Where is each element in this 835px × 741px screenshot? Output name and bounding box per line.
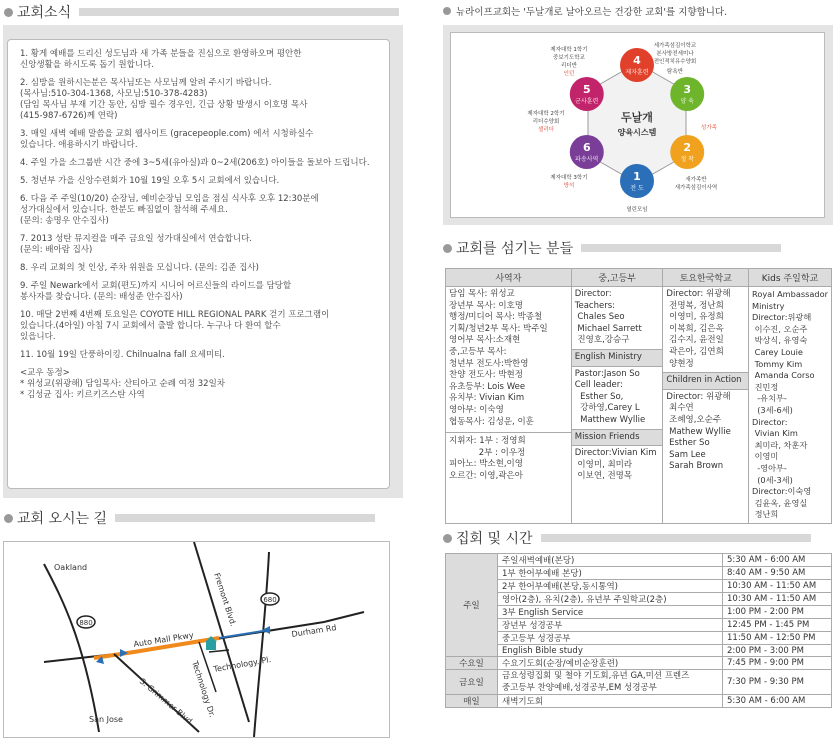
staff-col-ministers <box>446 287 572 524</box>
news-line: 신앙생활을 하시도록 돕기 원합니다. <box>20 60 154 70</box>
schedule-time: 5:30 AM - 6:00 AM <box>723 695 832 708</box>
step-number: 5 <box>582 83 591 96</box>
staff-entry: 기획/청년2부 목사: 박주일 <box>449 323 548 334</box>
bullet-icon <box>443 7 451 15</box>
schedule-time: 11:50 AM - 12:50 PM <box>723 632 832 645</box>
news-sub-list <box>20 379 377 401</box>
news-line: 있습니다.(4아일) 아침 7시 교회에서 출발 합니다. 누구나 다 환여 할수 <box>20 321 281 331</box>
schedule-event: 영아(2층), 유치(2층), 유년부 주일학교(2층) <box>498 593 723 606</box>
schedule-row <box>446 619 832 632</box>
schedule-row <box>446 606 832 619</box>
section-title: Children in Action <box>663 372 748 390</box>
news-sub-item: * 위성교(위광해) 담임목사: 산티아고 순례 여정 32일차 <box>20 379 225 389</box>
staff-list <box>575 289 660 347</box>
system-note: 성가족 <box>701 125 717 131</box>
staff-entry: Director: 위광해 <box>666 289 731 299</box>
news-sub-title: <교우 동정> <box>20 368 70 378</box>
section-title: English Ministry <box>572 349 663 367</box>
road-technology-pl <box>209 650 229 652</box>
news-item <box>20 158 377 169</box>
news-item <box>20 194 377 227</box>
bullet-icon <box>4 514 13 523</box>
directions-title: 교회 오시는 길 <box>17 511 108 527</box>
staff-entry: 이복희, 김은옥 <box>666 323 724 334</box>
news-line: 10. 매달 2번째 4번째 토요일은 COYOTE HILL REGIONAL PARK 걷기 프로그램이 <box>20 310 330 320</box>
route-blue <box>219 630 269 638</box>
heading-divider <box>115 514 375 522</box>
staff-list <box>666 392 745 473</box>
staff-entry: Royal Ambassador <box>752 289 828 299</box>
staff-entry: 이수진, 오순주 <box>752 323 808 334</box>
staff-entry: 조혜영,오순주 <box>666 414 722 425</box>
news-line: 4. 주일 가을 소그룹반 시간 중에 3~5세(유아실)과 0~2세(206호) 아이들을 돌보아 드립니다. <box>20 158 370 168</box>
news-line: 3. 매일 새벽 예배 말씀을 교회 웹사이트 (gracepeople.com) 에서 시청하실수 <box>20 129 314 139</box>
news-line: 2. 심방을 원하시는분은 목사님또는 사모님께 알려 주시기 바랍니다. <box>20 78 272 88</box>
staff-entry: Cell leader: <box>574 380 623 391</box>
slogan <box>443 4 727 18</box>
system-note: 새가족반 <box>685 177 707 183</box>
staff-entry: 유초등부: Lois Wee <box>449 381 526 392</box>
system-center-sub: 양육시스템 <box>617 128 657 137</box>
staff-col-youth <box>571 287 663 524</box>
news-sub-item: * 김성균 집사: 키르키즈스탄 사역 <box>20 390 145 400</box>
staff-entry: Director:위광해 <box>752 312 812 323</box>
schedule-time: 10:30 AM - 11:50 AM <box>723 580 832 593</box>
news-item <box>20 49 377 71</box>
label-fremont: Fremont Blvd. <box>212 571 238 628</box>
staff-entry: Teachers: <box>574 300 615 311</box>
schedule-table <box>445 553 832 708</box>
schedule-event: 장년부 성경공부 <box>498 619 723 632</box>
system-note: 탐욕반 <box>667 69 683 75</box>
staff-header: 사역자 <box>446 269 572 287</box>
staff-list <box>575 369 660 427</box>
schedule-row <box>446 645 832 657</box>
staff-entry: Director: <box>574 289 612 299</box>
schedule-event: 수요기도회(순장/예비순장훈련) <box>498 657 723 670</box>
news-item <box>20 129 377 151</box>
schedule-event: 1부 한어부예배 본당) <box>498 567 723 580</box>
staff-list <box>666 289 745 370</box>
label-technology-pl: Technology. Pl. <box>212 654 272 674</box>
staff-entry: Tommy Kim <box>752 358 803 369</box>
system-note: 제자대학 2학기 <box>527 111 565 117</box>
schedule-row <box>446 580 832 593</box>
news-line: 9. 주일 Newark에서 교회(편도)까지 시니어 어르신들의 라이드를 담당할 <box>20 281 292 291</box>
system-note: 열린모임 <box>626 207 648 213</box>
schedule-time: 8:40 AM - 9:50 AM <box>723 567 832 580</box>
news-item <box>20 281 377 303</box>
staff-entry: 박상식, 유영숙 <box>752 335 808 346</box>
hwy-680-label: 680 <box>263 596 277 604</box>
staff-entry: Mathew Wyllie <box>666 426 731 437</box>
schedule-event: 주일새벽예배(본당) <box>498 554 723 567</box>
staff-entry: Michael Sarrett <box>574 323 642 334</box>
system-note: 새가족섬김이사역 <box>674 185 718 191</box>
schedule-day: 금요일 <box>446 670 498 695</box>
step-label: 전 도 <box>630 185 644 192</box>
system-note: 방석 <box>563 183 575 189</box>
staff-entry: 이보연, 전명목 <box>574 471 633 482</box>
schedule-heading <box>443 528 811 548</box>
staff-entry: 영아부: 이숙영 <box>449 404 504 415</box>
staff-list <box>752 289 828 521</box>
staff-entry: 지휘자: 1부 : 정영희 <box>449 436 526 447</box>
news-list <box>20 49 377 361</box>
system-note: 제자대학 1학기 <box>550 47 588 53</box>
news-item <box>20 350 377 361</box>
news-item <box>20 176 377 187</box>
schedule-time: 7:30 PM - 9:30 PM <box>723 670 832 695</box>
label-technology-dr: Technology Dr. <box>190 659 217 719</box>
staff-entry: 최미라, 차훈자 <box>752 439 808 450</box>
news-line: 11. 10월 19일 단풍하이킹. Chilnualna fall 요세미티. <box>20 350 225 360</box>
news-line: 8. 우리 교회의 첫 인상, 주차 위원을 모십니다. (문의: 김준 집사) <box>20 263 259 273</box>
heading-divider <box>79 8 399 16</box>
church-icon <box>206 642 216 650</box>
bullet-icon <box>4 8 13 17</box>
step-number: 6 <box>582 141 591 154</box>
schedule-time: 1:00 PM - 2:00 PM <box>723 606 832 619</box>
staff-title: 교회를 섬기는 분들 <box>456 241 574 257</box>
news-heading <box>4 2 399 22</box>
news-title: 교회소식 <box>17 5 72 21</box>
step-label: 제자훈련 <box>625 69 649 76</box>
news-item <box>20 78 377 122</box>
staff-entry: Esther So <box>666 438 710 449</box>
staff-table <box>445 268 832 524</box>
staff-entry: -유치부- <box>752 393 787 404</box>
news-item <box>20 263 377 274</box>
system-note: 중보기도학교 <box>553 55 585 61</box>
staff-entry: 이영미, 유정희 <box>666 312 724 323</box>
schedule-event-line: 금요성령집회 및 철야 기도회,유년 GA,미션 프렌즈 <box>502 671 690 682</box>
staff-entry: Pastor:Jason So <box>574 368 640 379</box>
schedule-time: 5:30 AM - 6:00 AM <box>723 554 832 567</box>
step-label: 군사훈련 <box>575 98 599 105</box>
news-line: 1. 황게 예배를 드리신 성도님과 새 가족 분들을 진심으로 환영하오며 평안한 <box>20 49 302 59</box>
staff-entry: 진영호,강승구 <box>574 335 630 346</box>
schedule-row <box>446 670 832 695</box>
bullet-icon <box>443 244 452 253</box>
schedule-time: 10:30 AM - 11:50 AM <box>723 593 832 606</box>
staff-entry: 이영미 <box>752 451 779 462</box>
step-label: 양 육 <box>680 98 694 105</box>
news-line: 있읍니다. <box>20 332 56 342</box>
schedule-event: English Bible study <box>498 645 723 657</box>
staff-entry: Director: 위광해 <box>666 391 731 402</box>
label-durham: Durham Rd <box>290 622 338 639</box>
system-note: 세가족섬김이학교 <box>653 43 697 49</box>
staff-header: 중,고등부 <box>571 269 663 287</box>
staff-entry: Director:Vivian Kim <box>574 448 657 459</box>
staff-entry: 유치부: Vivian Kim <box>449 393 525 404</box>
hwy-880-label: 880 <box>79 619 93 627</box>
directions-heading <box>4 508 375 528</box>
staff-entry: Chales Seo <box>574 312 625 323</box>
heading-divider <box>581 244 781 252</box>
staff-entry: 피아노: 박소현,이영 <box>449 459 523 470</box>
system-note: 셀리더 <box>538 127 554 133</box>
step-number: 4 <box>633 54 641 67</box>
schedule-title: 집회 및 시간 <box>456 531 533 547</box>
staff-entry: 장년부 목사: 이호명 <box>449 300 523 311</box>
schedule-row <box>446 657 832 670</box>
directions-map <box>3 541 390 738</box>
staff-entry: Esther So, <box>574 391 624 402</box>
system-note: 인턴 <box>563 71 575 77</box>
staff-header: Kids 주일학교 <box>749 269 832 287</box>
system-note: 전인적치유수양회 <box>653 59 697 65</box>
staff-heading <box>443 238 781 258</box>
system-center-title: 두날개 <box>621 111 653 124</box>
schedule-event: 새벽기도회 <box>498 695 723 708</box>
arrow-icon <box>120 649 128 657</box>
staff-entry: Carey Louie <box>752 346 803 357</box>
system-diagram <box>450 32 825 218</box>
step-number: 3 <box>683 83 692 96</box>
staff-entry: 오르간: 이영,곽은아 <box>449 470 523 481</box>
news-item <box>20 234 377 256</box>
staff-entry: Sarah Brown <box>666 461 724 472</box>
staff-entry: Vivian Kim <box>752 428 798 439</box>
staff-entry: 김윤옥, 윤영실 <box>752 497 808 508</box>
staff-entry: 협동목사: 김성운, 이훈 <box>449 416 534 427</box>
staff-entry: Sam Lee <box>666 449 706 460</box>
schedule-event: 2부 한어부예배(본당,동시통역) <box>498 580 723 593</box>
heading-divider <box>541 534 811 542</box>
staff-entry: 곽은아, 김연희 <box>666 346 724 357</box>
system-note: 본사방전세미나 <box>656 51 694 57</box>
staff-entry: Director:이숙영 <box>752 486 812 497</box>
step-label: 정 착 <box>680 156 694 163</box>
label-auto-mall: Auto Mall Pkwy <box>132 630 195 649</box>
news-line: 봉사자를 찾습니다. (문의: 배성준 안수집사) <box>20 292 183 302</box>
staff-entry: Matthew Wyllie <box>574 414 646 425</box>
news-line: (문의: 송명우 안수집사) <box>20 216 109 226</box>
schedule-day: 매일 <box>446 695 498 708</box>
news-item <box>20 310 377 343</box>
staff-entry: 행정/미디어 목사: 박종철 <box>449 312 543 323</box>
schedule-row <box>446 554 832 567</box>
staff-header: 토요한국학교 <box>663 269 749 287</box>
staff-body-row <box>446 287 832 524</box>
staff-list <box>446 432 571 482</box>
schedule-row <box>446 695 832 708</box>
staff-header-row <box>446 269 832 287</box>
staff-entry: Director: <box>752 416 788 427</box>
staff-col-korean-school <box>663 287 749 524</box>
staff-entry: 전명복, 정난희 <box>666 300 724 311</box>
schedule-row <box>446 632 832 645</box>
schedule-row <box>446 593 832 606</box>
staff-entry: 정난희 <box>752 509 779 520</box>
road-880 <box>44 564 99 732</box>
news-box <box>7 39 390 489</box>
system-note: 제자대학 3학기 <box>550 175 588 181</box>
schedule-event-line: 중고등부 찬양예배,성경공부,EM 성경공부 <box>502 683 657 694</box>
slogan-text: 뉴라이프교회는 '두날개로 날아오르는 건강한 교회'를 지향합니다. <box>456 7 728 18</box>
staff-entry: 찬양 전도사: 박현정 <box>449 370 523 381</box>
staff-entry: -영아부- <box>752 462 787 473</box>
map-svg <box>4 542 389 737</box>
news-line: 7. 2013 성탄 뮤지컬을 매주 금요일 성가대실에서 연습합니다. <box>20 234 253 244</box>
news-line: 성가대실에서 있습니다. 한분도 빠짐없이 참석해 주세요. <box>20 205 228 215</box>
schedule-day: 주일 <box>446 554 498 657</box>
schedule-time: 7:45 PM - 9:00 PM <box>723 657 832 670</box>
system-svg <box>451 33 824 217</box>
staff-entry: 중,고등부 목사: <box>449 346 507 357</box>
news-line: (415-987-6726)께 연락) <box>20 111 118 121</box>
news-line: (목사님:510-304-1368, 사모님:510-378-4283) <box>20 89 208 99</box>
staff-entry: 양현정 <box>666 358 694 369</box>
schedule-event: 3부 English Service <box>498 606 723 619</box>
label-grimmer: S. Grimmer Blvd. <box>137 676 196 728</box>
staff-entry: 영어부 목사:소재현 <box>449 335 521 346</box>
section-title: Mission Friends <box>572 429 663 447</box>
schedule-row <box>446 567 832 580</box>
schedule-time: 12:45 PM - 1:45 PM <box>723 619 832 632</box>
staff-list <box>575 448 660 483</box>
staff-col-kids <box>749 287 832 524</box>
staff-entry: 2부 : 이우정 <box>449 447 526 458</box>
news-line: (문의: 배아람 집사) <box>20 245 93 255</box>
staff-entry: 청년부 전도사:박한영 <box>449 358 529 369</box>
news-line: 5. 청년부 가을 신앙수련회가 10월 19일 오후 5시 교회에서 있습니다. <box>20 176 280 186</box>
schedule-event: 중고등부 성경공부 <box>498 632 723 645</box>
staff-entry: 김수지, 윤전일 <box>666 335 724 346</box>
system-note: 리더수양회 <box>532 119 560 125</box>
staff-entry: Amanda Corso <box>752 370 815 381</box>
news-line: 6. 다음 주 주일(10/20) 순장님, 예비순장님 모임을 점심 식사후 오후 12:30분에 <box>20 194 319 204</box>
staff-entry: 진민정 <box>752 381 779 392</box>
step-label: 파송사역 <box>575 156 599 163</box>
news-line: (담임 목사님 부재 기간 동안, 심방 필수 경우인, 긴급 상황 발생시 이호명 목사 <box>20 100 308 110</box>
staff-entry: (3세-6세) <box>752 404 793 415</box>
staff-list <box>449 289 568 428</box>
system-note: 리더반 <box>561 63 577 69</box>
schedule-time: 2:00 PM - 3:00 PM <box>723 645 832 657</box>
staff-entry: 강하영,Carey L <box>574 403 640 414</box>
bullet-icon <box>443 534 452 543</box>
schedule-event <box>498 670 723 695</box>
staff-entry: (0세-3세) <box>752 474 793 485</box>
news-line: 있습니다. 애용하시기 바랍니다. <box>20 140 138 150</box>
staff-entry: 이영미, 최미라 <box>574 459 633 470</box>
staff-entry: Ministry <box>752 300 785 311</box>
step-number: 2 <box>683 141 692 154</box>
staff-entry: 담임 목사: 위성교 <box>449 289 515 299</box>
road-680 <box>254 552 269 737</box>
label-san-jose: San Jose <box>89 715 123 724</box>
step-number: 1 <box>633 170 641 183</box>
staff-entry: 최수연 <box>666 403 694 414</box>
label-oakland: Oakland <box>54 563 88 572</box>
news-sub <box>20 368 377 401</box>
schedule-day: 수요일 <box>446 657 498 670</box>
